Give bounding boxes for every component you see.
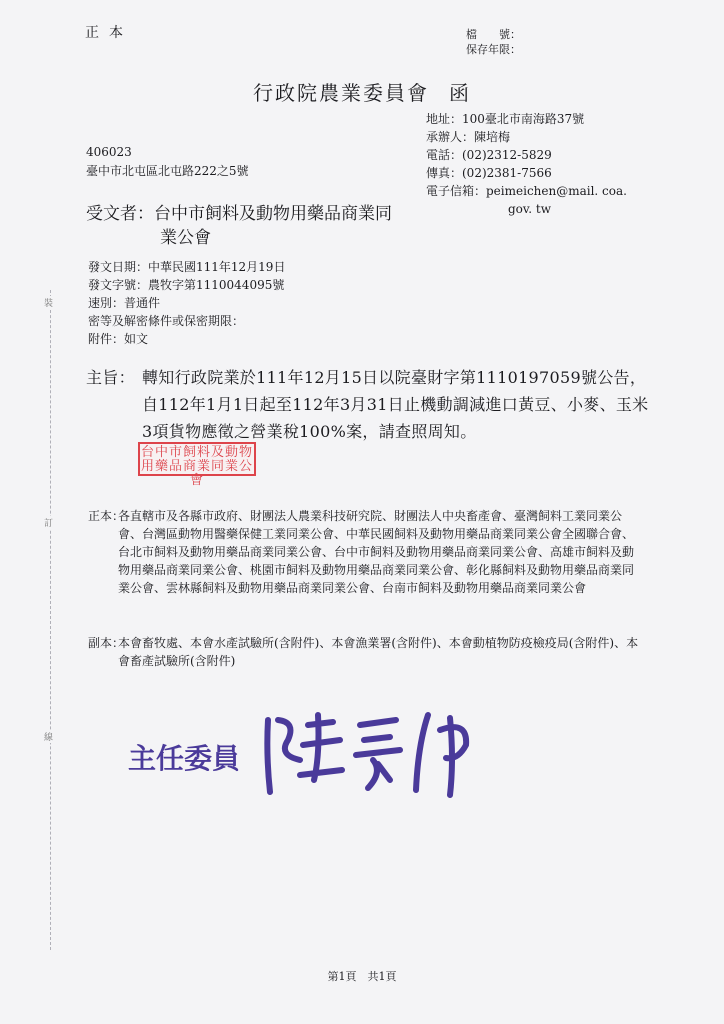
copy-distribution-label: 副本： <box>88 636 125 650</box>
secrecy-level: 密等及解密條件或保密期限： <box>88 314 245 328</box>
sender-fax: 傳真：(02)2381-7566 <box>426 166 552 180</box>
file-number-label: 檔 號： <box>466 28 521 41</box>
recipient-zip: 406023 <box>86 145 132 159</box>
binding-mark-top: 裝 <box>44 296 53 309</box>
binding-mark-mid: 訂 <box>44 516 53 529</box>
attachments: 附件：如文 <box>88 332 149 346</box>
sender-email-cont: gov. tw <box>508 202 551 216</box>
original-copy-tag: 正本 <box>85 25 133 41</box>
binding-line <box>50 290 51 950</box>
retention-period-label: 保存年限： <box>466 43 521 56</box>
chairman-signature <box>128 700 488 800</box>
binding-mark-bottom: 線 <box>44 730 53 743</box>
issue-date: 發文日期：中華民國111年12月19日 <box>88 260 286 274</box>
page-number: 第1頁 共1頁 <box>327 970 397 983</box>
main-distribution-label: 正本： <box>88 509 125 523</box>
subject-body: 轉知行政院業於111年12月15日以院臺財字第1110197059號公告，自112年1月1日起至112年3月31日止機動調減進口黃豆、小麥、玉米3項貨物應徵之營業稅100%案，請查照周知。 <box>142 368 649 441</box>
recipient-address: 臺中市北屯區北屯路222之5號 <box>86 164 249 178</box>
sender-address: 地址：100臺北市南海路37號 <box>426 112 585 126</box>
sender-email: 電子信箱：peimeichen@mail. coa. <box>426 184 627 198</box>
document-type: 函 <box>449 81 471 105</box>
subject-label: 主旨： <box>86 368 135 387</box>
signature-scribble <box>267 715 466 795</box>
main-distribution <box>88 507 640 597</box>
sender-contact: 承辦人：陳培梅 <box>426 130 511 144</box>
sender-phone: 電話：(02)2312-5829 <box>426 148 552 162</box>
recipient-line-2: 業公會 <box>160 228 211 248</box>
copy-distribution <box>88 634 640 670</box>
delivery-speed: 速別：普通件 <box>88 296 161 310</box>
issuing-organization: 行政院農業委員會 <box>253 81 429 105</box>
reference-number: 發文字號：農牧字第1110044095號 <box>88 278 285 292</box>
signature-title: 主任委員 <box>128 742 241 775</box>
recipient-line-1: 受文者：台中市飼料及動物用藥品商業同 <box>86 204 392 224</box>
copy-distribution-body: 本會畜牧處、本會水產試驗所(含附件)、本會漁業署(含附件)、本會動植物防疫檢疫局(含附件)、本會畜產試驗所(含附件) <box>118 636 639 668</box>
main-distribution-body: 各直轄市及各縣市政府、財團法人農業科技研究院、財團法人中央畜產會、臺灣飼料工業同業公會、台灣區動物用醫藥保健工業同業公會、中華民國飼料及動物用藥品商業同業公會全國聯合會、台北市飼料及動物用藥品商業同業公會、台中市飼料及動物用藥品商業同業公會、高雄市飼料及動物用藥品商業同業公會、桃園市飼料及動物用藥品商業同業公會、彰化縣飼料及動物用藥品商業同業公會、雲林縣飼料及動物用藥品商業同業公會、台南市飼料及動物用藥品商業同業公會 <box>118 509 635 595</box>
document-title <box>0 77 724 106</box>
document-meta <box>88 258 285 348</box>
stamp-text: 台中市飼料及動物用藥品商業同業公會 <box>140 445 253 488</box>
association-stamp <box>138 442 256 488</box>
subject <box>86 364 652 445</box>
recipient <box>86 202 466 250</box>
